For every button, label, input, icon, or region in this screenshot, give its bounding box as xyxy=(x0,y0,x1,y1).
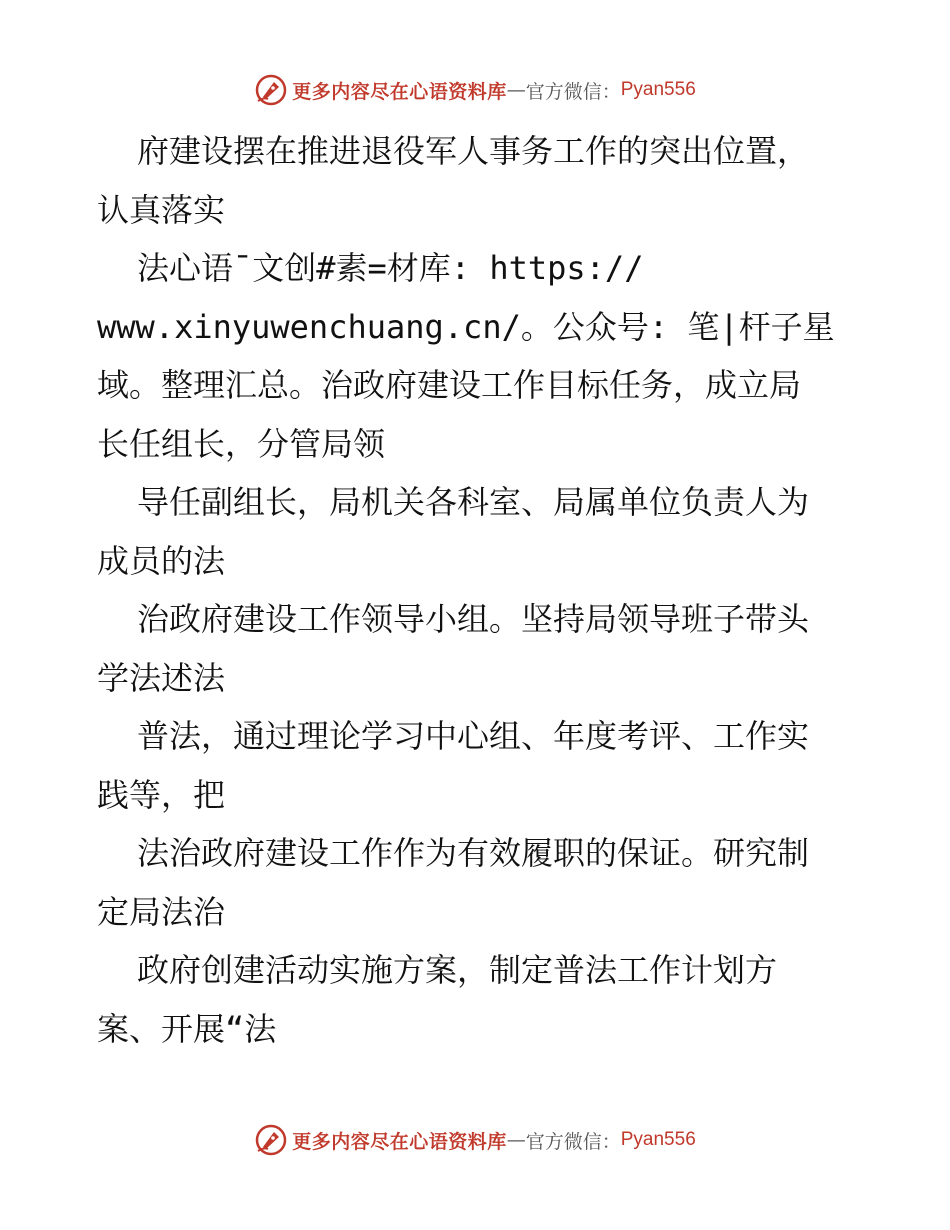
header-banner xyxy=(0,70,950,110)
banner-title: 更多内容尽在心语资料库 xyxy=(292,80,507,103)
pen-nib-logo-icon xyxy=(254,73,288,107)
banner-wechat-id: Pyan556 xyxy=(620,1129,696,1150)
pen-nib-logo-icon xyxy=(254,1123,288,1157)
text-line: 法治政府建设工作作为有效履职的保证。研究制 xyxy=(137,834,810,872)
text-line: 定局法治 xyxy=(97,892,226,931)
text-line: 长任组长，分管局领 xyxy=(97,424,386,463)
text-line: 案、开展“法 xyxy=(97,1009,277,1048)
text-line: 导任副组长，局机关各科室、局属单位负责人为 xyxy=(137,483,810,521)
text-line: 治政府建设工作领导小组。坚持局领导班子带头 xyxy=(137,600,810,638)
banner-wechat-label: 官方微信： xyxy=(525,1130,621,1153)
text-line: 域。整理汇总。治政府建设工作目标任务，成立局 xyxy=(97,366,802,404)
footer-banner xyxy=(0,1120,950,1160)
banner-wechat-label: 官方微信： xyxy=(525,80,621,103)
document-body xyxy=(97,122,857,1058)
text-line: 府建设摆在推进退役军人事务工作的突出位置， xyxy=(137,132,810,170)
text-line: www.xinyuwenchuang.cn/。公众号: 笔|杆子星 xyxy=(97,307,835,346)
banner-separator: — xyxy=(506,79,526,101)
banner-title: 更多内容尽在心语资料库 xyxy=(292,1130,507,1153)
banner-wechat-id: Pyan556 xyxy=(620,79,696,100)
banner-separator: — xyxy=(506,1129,526,1151)
text-line: 认真落实 xyxy=(97,190,226,229)
text-line: 成员的法 xyxy=(97,541,226,580)
text-line: 践等，把 xyxy=(97,775,226,814)
text-line: 政府创建活动实施方案，制定普法工作计划方 xyxy=(137,951,778,989)
text-line: 普法，通过理论学习中心组、年度考评、工作实 xyxy=(137,717,810,755)
text-line: 学法述法 xyxy=(97,658,226,697)
text-line: 法心语¯文创#素=材库: https:// xyxy=(137,249,644,287)
